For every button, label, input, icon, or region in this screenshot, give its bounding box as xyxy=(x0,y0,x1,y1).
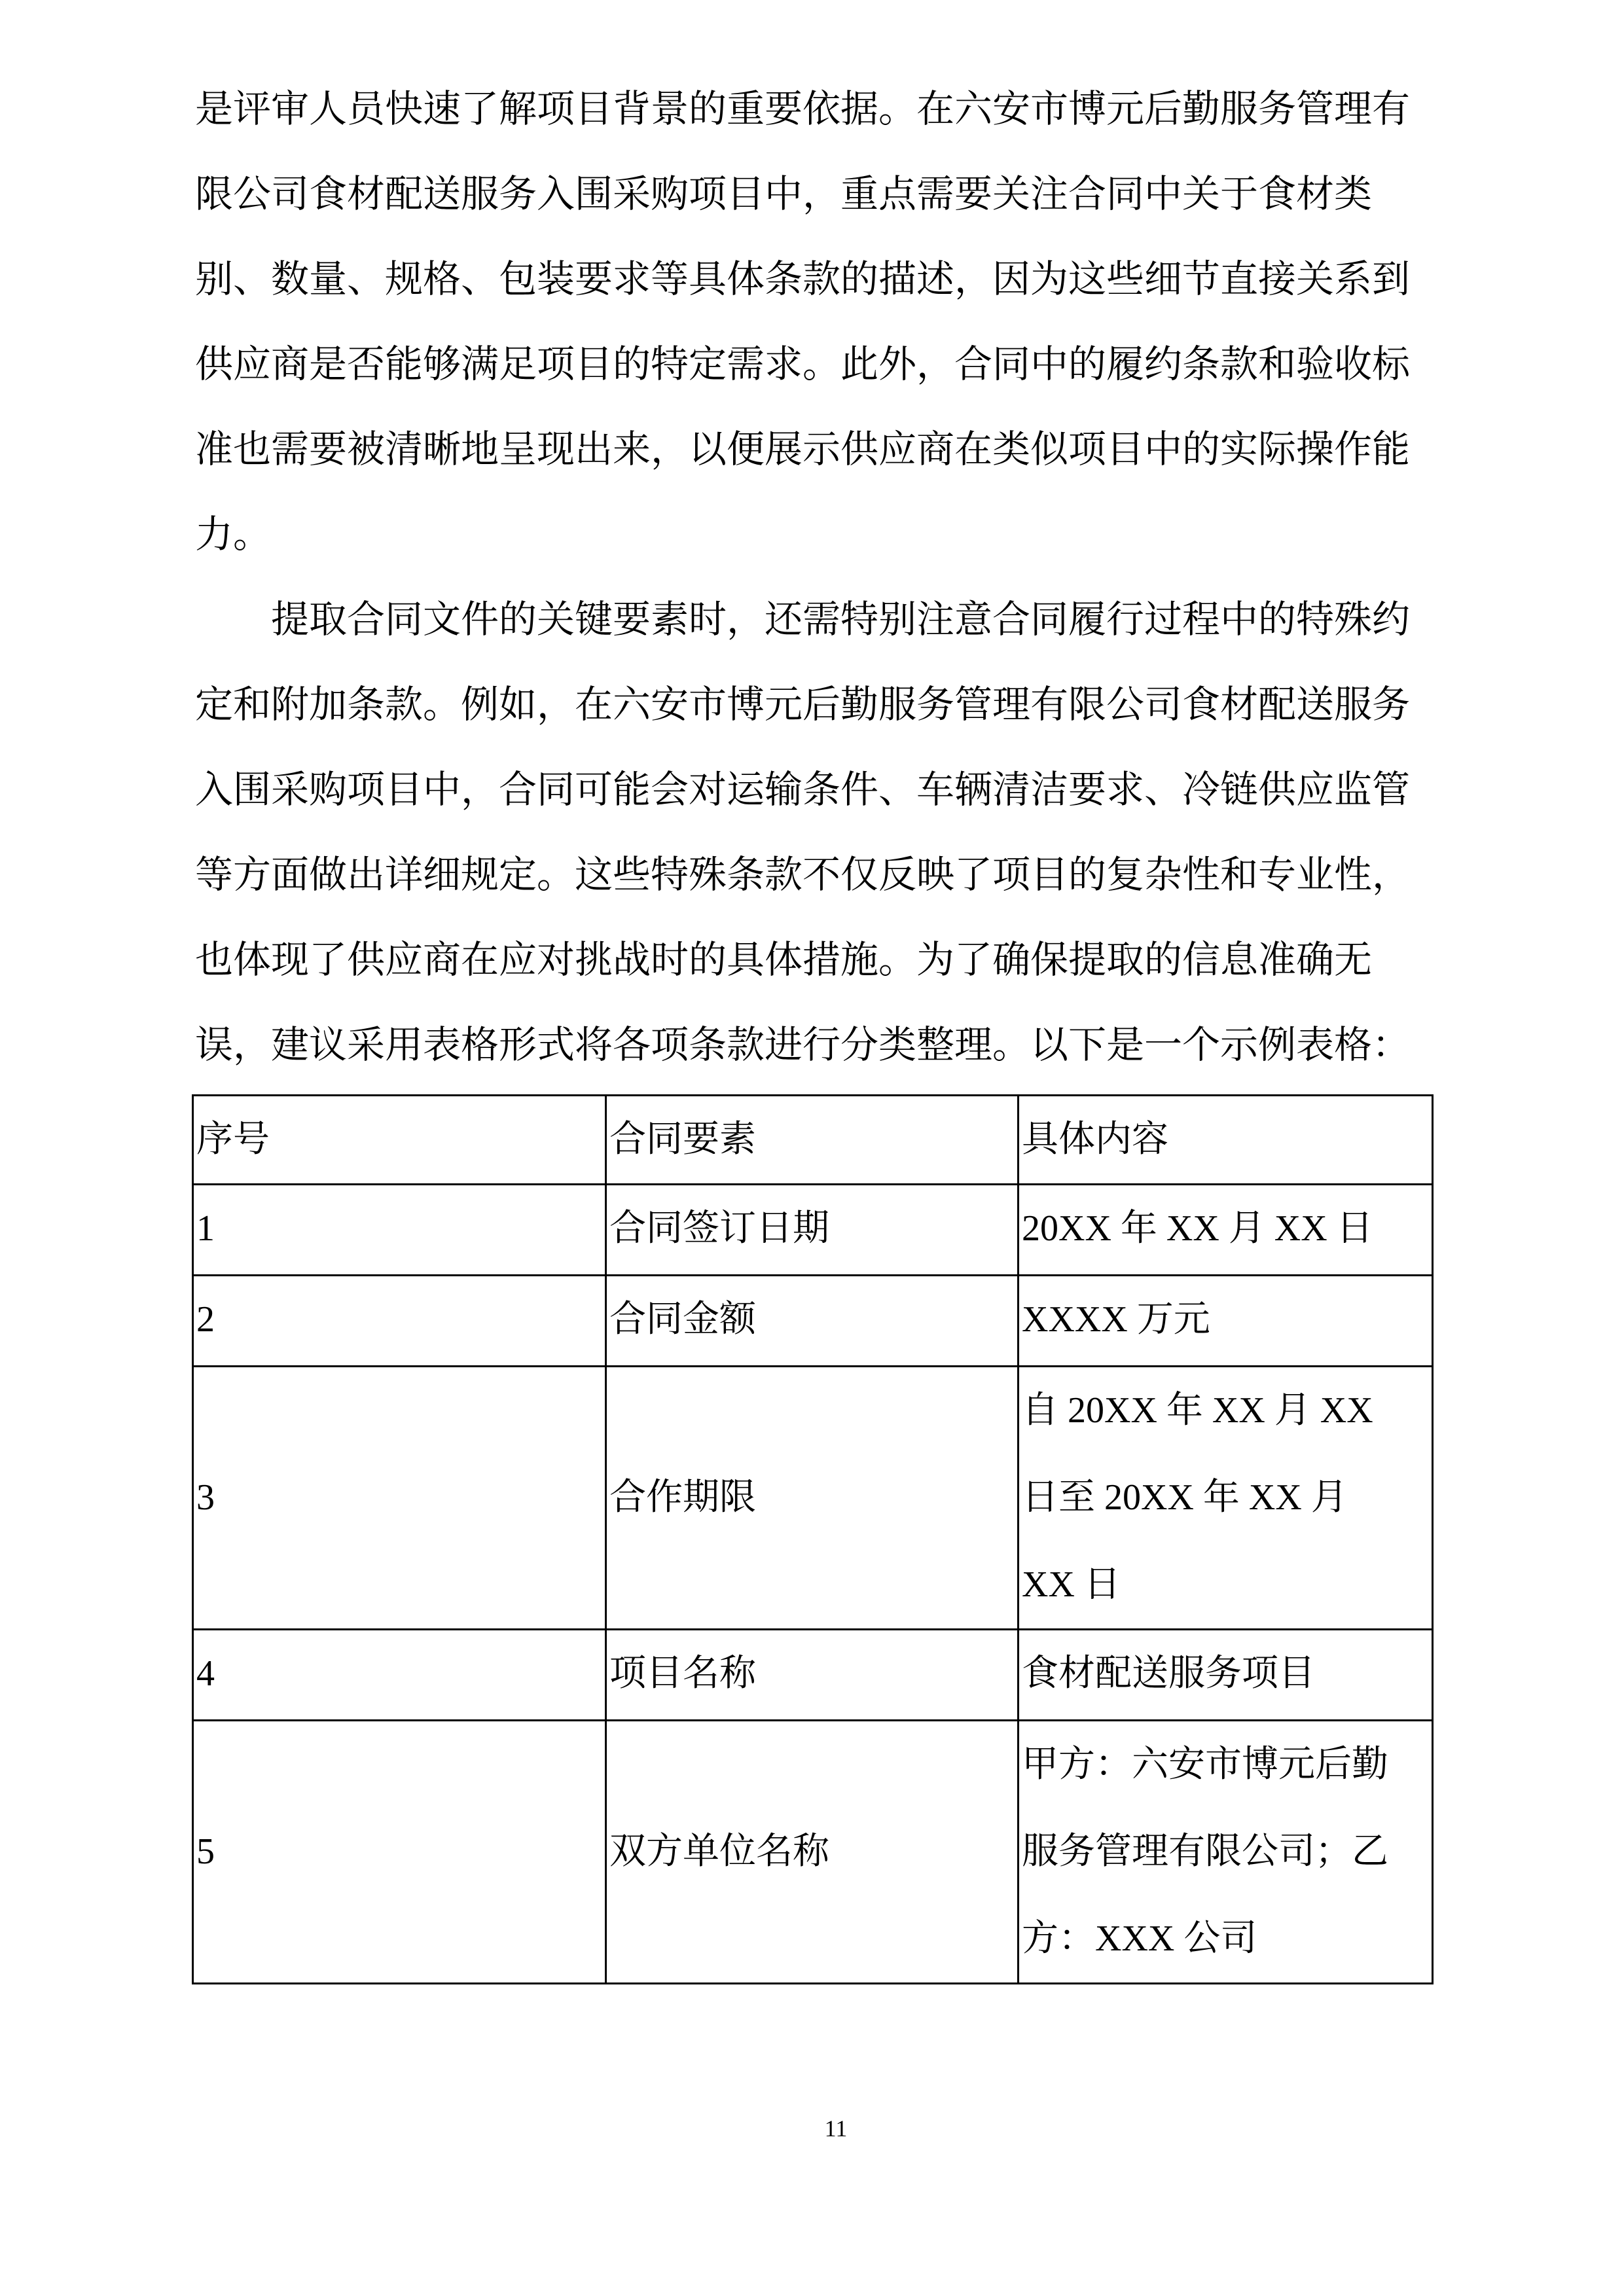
paragraph-2-line: 也体现了供应商在应对挑战时的具体措施。为了确保提取的信息准确无 xyxy=(195,939,1373,981)
cell-no: 2 xyxy=(193,1276,606,1367)
cell-no: 1 xyxy=(193,1185,606,1276)
cell-element: 合同签订日期 xyxy=(606,1185,1019,1276)
table-row xyxy=(193,1630,1433,1721)
paragraph-2-line: 等方面做出详细规定。这些特殊条款不仅反映了项目的复杂性和专业性， xyxy=(195,853,1411,896)
header-cell-element: 合同要素 xyxy=(606,1096,1019,1185)
header-cell-no: 序号 xyxy=(193,1096,606,1185)
paragraph-1-line: 供应商是否能够满足项目的特定需求。此外，合同中的履约条款和验收标 xyxy=(195,343,1411,386)
paragraph-1-line: 别、数量、规格、包装要求等具体条款的描述，因为这些细节直接关系到 xyxy=(195,258,1411,300)
table-row xyxy=(193,1185,1433,1276)
table-row xyxy=(193,1721,1433,1984)
cell-content-line: XX 日 xyxy=(1022,1564,1121,1605)
cell-content xyxy=(1019,1185,1433,1276)
cell-element: 项目名称 xyxy=(606,1630,1019,1721)
cell-element: 双方单位名称 xyxy=(606,1721,1019,1984)
cell-no: 5 xyxy=(193,1721,606,1984)
cell-element: 合同金额 xyxy=(606,1276,1019,1367)
cell-content xyxy=(1019,1276,1433,1367)
cell-element: 合作期限 xyxy=(606,1367,1019,1630)
paragraph-1-line: 力。 xyxy=(195,513,272,556)
paragraph-1-line: 准也需要被清晰地呈现出来，以便展示供应商在类似项目中的实际操作能 xyxy=(195,428,1411,471)
paragraph-2-line: 误，建议采用表格形式将各项条款进行分类整理。以下是一个示例表格： xyxy=(195,1024,1411,1066)
cell-content-line: 自 20XX 年 XX 月 XX xyxy=(1022,1390,1373,1431)
cell-content xyxy=(1019,1721,1433,1984)
cell-content-line: 甲方：六安市博元后勤 xyxy=(1022,1744,1388,1785)
cell-content-line: 日至 20XX 年 XX 月 xyxy=(1022,1477,1348,1518)
cell-content-line: 方：XXX 公司 xyxy=(1022,1918,1257,1959)
paragraph-2-line: 定和附加条款。例如，在六安市博元后勤服务管理有限公司食材配送服务 xyxy=(195,683,1411,726)
cell-content-line: 服务管理有限公司；乙 xyxy=(1022,1831,1388,1872)
table-header-row xyxy=(193,1096,1433,1185)
header-cell-content: 具体内容 xyxy=(1019,1096,1433,1185)
page-number: 11 xyxy=(824,2115,848,2142)
cell-content xyxy=(1019,1630,1433,1721)
table-row xyxy=(193,1276,1433,1367)
cell-content xyxy=(1019,1367,1433,1630)
body-text xyxy=(195,67,1439,1088)
cell-content-line: XXXX 万元 xyxy=(1022,1299,1210,1340)
paragraph-1-line: 限公司食材配送服务入围采购项目中，重点需要关注合同中关于食材类 xyxy=(195,173,1373,215)
cell-content-line: 食材配送服务项目 xyxy=(1022,1653,1315,1694)
table-row xyxy=(193,1367,1433,1630)
cell-no: 3 xyxy=(193,1367,606,1630)
cell-no: 4 xyxy=(193,1630,606,1721)
contract-elements-table xyxy=(192,1094,1434,1984)
paragraph-2-line: 提取合同文件的关键要素时，还需特别注意合同履行过程中的特殊约 xyxy=(271,598,1411,641)
paragraph-2-line: 入围采购项目中，合同可能会对运输条件、车辆清洁要求、冷链供应监管 xyxy=(195,768,1411,811)
paragraph-1-line: 是评审人员快速了解项目背景的重要依据。在六安市博元后勤服务管理有 xyxy=(195,88,1411,130)
cell-content-line: 20XX 年 XX 月 XX 日 xyxy=(1022,1208,1373,1249)
